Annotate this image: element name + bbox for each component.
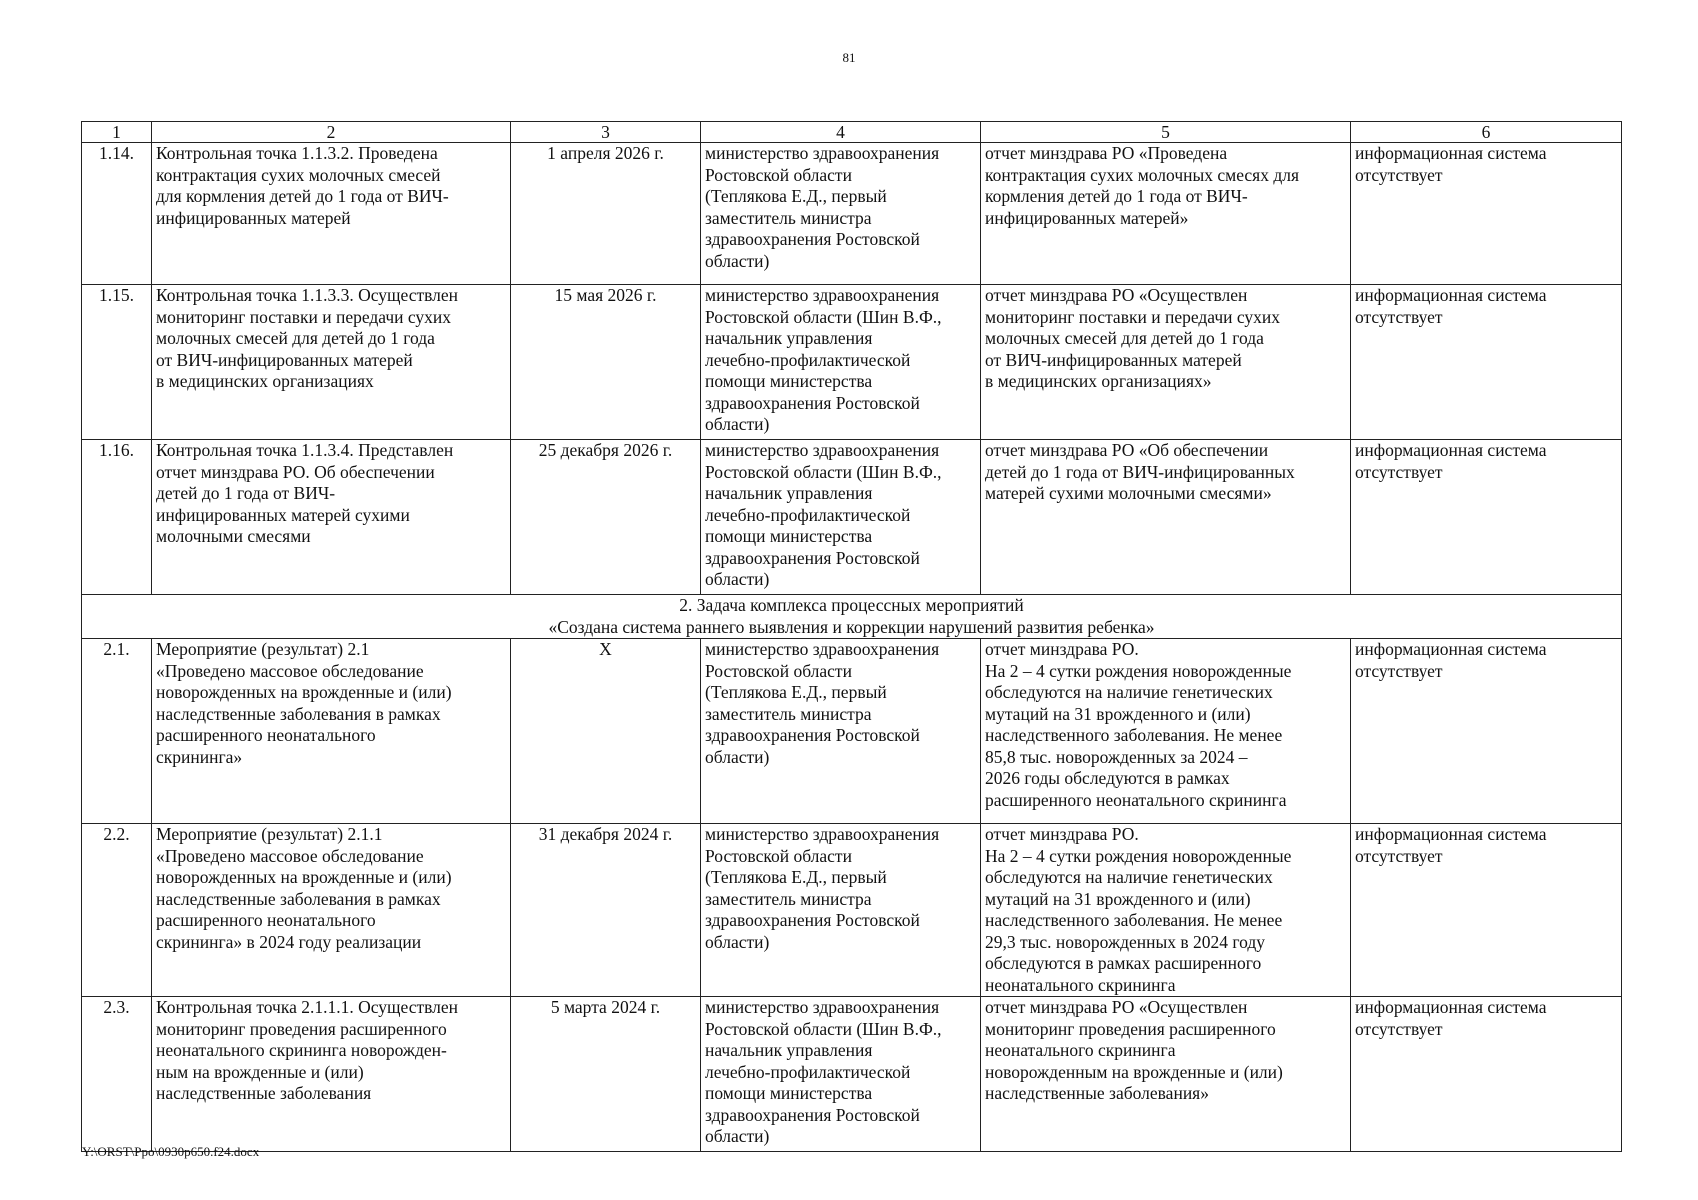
row-document: отчет минздрава РО. На 2 – 4 сутки рождения новорожденные обследуются на наличие генетических мутаций на 31 врожденного и (или) наследственного заболевания. Не менее 85,8 тыс. новорожденных за 2024 – 2026 годы обследуются в рамках расширенного неонатального скрининга xyxy=(981,639,1351,824)
row-system: информационная система отсутствует xyxy=(1351,285,1622,440)
row-system: информационная система отсутствует xyxy=(1351,997,1622,1152)
row-responsible: министерство здравоохранения Ростовской области (Шин В.Ф., начальник управления лечебно-профилактической помощи министерства здравоохранения Ростовской области) xyxy=(701,440,981,595)
column-number: 1 xyxy=(82,122,152,143)
row-responsible: министерство здравоохранения Ростовской области (Теплякова Е.Д., первый заместитель министра здравоохранения Ростовской области) xyxy=(701,143,981,285)
row-number: 2.1. xyxy=(82,639,152,824)
table-row xyxy=(82,440,1622,595)
row-number: 1.14. xyxy=(82,143,152,285)
column-number: 6 xyxy=(1351,122,1622,143)
column-number: 3 xyxy=(511,122,701,143)
row-date: Х xyxy=(511,639,701,824)
row-system: информационная система отсутствует xyxy=(1351,143,1622,285)
row-document: отчет минздрава РО «Осуществлен мониторинг проведения расширенного неонатального скрининга новорожденным на врожденные и (или) наследственные заболевания» xyxy=(981,997,1351,1152)
section-heading xyxy=(82,595,1622,639)
row-responsible: министерство здравоохранения Ростовской области (Шин В.Ф., начальник управления лечебно-профилактической помощи министерства здравоохранения Ростовской области) xyxy=(701,997,981,1152)
row-number: 2.2. xyxy=(82,824,152,997)
row-number: 2.3. xyxy=(82,997,152,1152)
row-responsible: министерство здравоохранения Ростовской области (Теплякова Е.Д., первый заместитель министра здравоохранения Ростовской области) xyxy=(701,824,981,997)
page-number: 81 xyxy=(842,50,856,65)
row-date: 15 мая 2026 г. xyxy=(511,285,701,440)
section-row xyxy=(82,595,1622,639)
row-document: отчет минздрава РО «Осуществлен мониторинг поставки и передачи сухих молочных смесей для детей до 1 года от ВИЧ-инфицированных матерей в медицинских организациях» xyxy=(981,285,1351,440)
row-date: 5 марта 2024 г. xyxy=(511,997,701,1152)
section-subtitle: «Создана система раннего выявления и коррекции нарушений развития ребенка» xyxy=(548,616,1155,637)
table-row xyxy=(82,824,1622,997)
row-date: 25 декабря 2026 г. xyxy=(511,440,701,595)
column-number: 4 xyxy=(701,122,981,143)
row-responsible: министерство здравоохранения Ростовской области (Шин В.Ф., начальник управления лечебно-профилактической помощи министерства здравоохранения Ростовской области) xyxy=(701,285,981,440)
table-row xyxy=(82,997,1622,1152)
row-system: информационная система отсутствует xyxy=(1351,824,1622,997)
row-name: Мероприятие (результат) 2.1.1 «Проведено массовое обследование новорожденных на врожденные и (или) наследственные заболевания в рамках расширенного неонатального скрининга» в 2024 году реализации xyxy=(152,824,511,997)
row-document: отчет минздрава РО «Проведена контрактация сухих молочных смесях для кормления детей до 1 года от ВИЧ- инфицированных матерей» xyxy=(981,143,1351,285)
row-name: Мероприятие (результат) 2.1 «Проведено массовое обследование новорожденных на врожденные и (или) наследственные заболевания в рамках расширенного неонатального скрининга» xyxy=(152,639,511,824)
row-date: 31 декабря 2024 г. xyxy=(511,824,701,997)
row-name: Контрольная точка 2.1.1.1. Осуществлен мониторинг проведения расширенного неонатального скрининга новорожден- ным на врожденные и (или) наследственные заболевания xyxy=(152,997,511,1152)
section-title: 2. Задача комплекса процессных мероприятий xyxy=(679,595,1024,615)
row-date: 1 апреля 2026 г. xyxy=(511,143,701,285)
row-name: Контрольная точка 1.1.3.3. Осуществлен мониторинг поставки и передачи сухих молочных смесей для детей до 1 года от ВИЧ-инфицированных матерей в медицинских организациях xyxy=(152,285,511,440)
row-name: Контрольная точка 1.1.3.2. Проведена контрактация сухих молочных смесей для кормления детей до 1 года от ВИЧ- инфицированных матерей xyxy=(152,143,511,285)
table-row xyxy=(82,143,1622,285)
column-number: 2 xyxy=(152,122,511,143)
row-system: информационная система отсутствует xyxy=(1351,440,1622,595)
row-document: отчет минздрава РО «Об обеспечении детей до 1 года от ВИЧ-инфицированных матерей сухими молочными смесями» xyxy=(981,440,1351,595)
row-responsible: министерство здравоохранения Ростовской области (Теплякова Е.Д., первый заместитель министра здравоохранения Ростовской области) xyxy=(701,639,981,824)
row-number: 1.16. xyxy=(82,440,152,595)
column-number: 5 xyxy=(981,122,1351,143)
row-name: Контрольная точка 1.1.3.4. Представлен отчет минздрава РО. Об обеспечении детей до 1 года от ВИЧ- инфицированных матерей сухими молочными смесями xyxy=(152,440,511,595)
row-document: отчет минздрава РО. На 2 – 4 сутки рождения новорожденные обследуются на наличие генетических мутаций на 31 врожденного и (или) наследственного заболевания. Не менее 29,3 тыс. новорожденных в 2024 году обследуются в рамках расширенного неонатального скрининга xyxy=(981,824,1351,997)
table-row xyxy=(82,639,1622,824)
row-system: информационная система отсутствует xyxy=(1351,639,1622,824)
file-path-footer: Y:\ORST\Ppo\0930p650.f24.docx xyxy=(82,1144,260,1159)
plan-table xyxy=(81,121,1622,1152)
column-number-row xyxy=(82,122,1622,143)
row-number: 1.15. xyxy=(82,285,152,440)
table-row xyxy=(82,285,1622,440)
